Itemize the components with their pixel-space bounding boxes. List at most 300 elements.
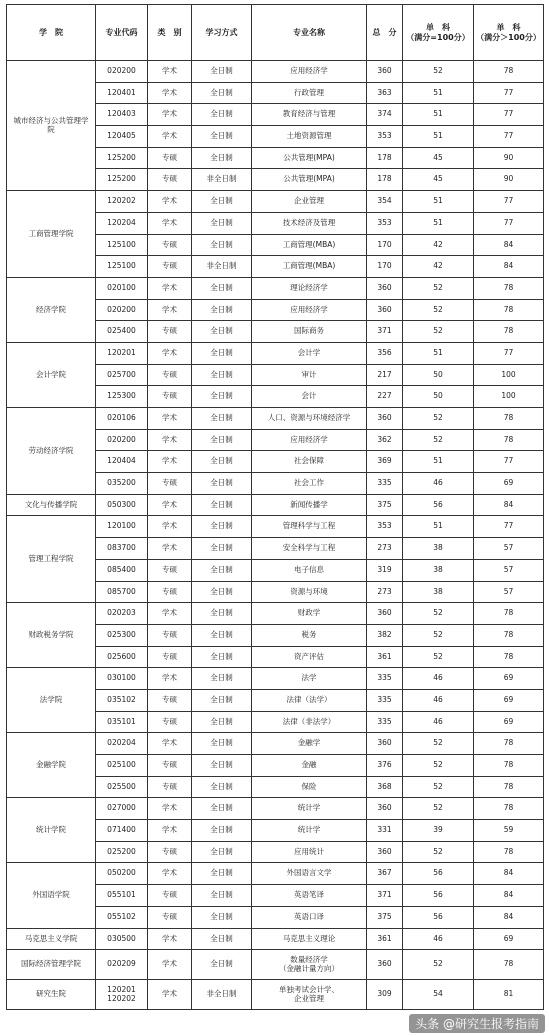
table-cell: 学术 — [148, 126, 192, 148]
table-body — [7, 61, 544, 1010]
table-cell: 全日制 — [192, 299, 252, 321]
table-cell: 353 — [367, 126, 403, 148]
table-cell: 360 — [367, 299, 403, 321]
table-cell: 78 — [474, 299, 544, 321]
table-cell: 84 — [474, 234, 544, 256]
table-row — [7, 798, 544, 820]
table-cell: 全日制 — [192, 234, 252, 256]
table-cell: 120204 — [96, 212, 148, 234]
table-cell: 52 — [403, 776, 474, 798]
table-cell: 361 — [367, 928, 403, 950]
table-cell: 331 — [367, 820, 403, 842]
table-cell: 全日制 — [192, 451, 252, 473]
table-cell: 52 — [403, 321, 474, 343]
table-cell: 专硕 — [148, 689, 192, 711]
header-row — [7, 5, 544, 61]
table-cell: 273 — [367, 538, 403, 560]
table-cell: 335 — [367, 689, 403, 711]
table-cell: 84 — [474, 494, 544, 516]
table-cell: 非全日制 — [192, 169, 252, 191]
table-cell: 84 — [474, 906, 544, 928]
table-cell: 45 — [403, 147, 474, 169]
table-cell: 025400 — [96, 321, 148, 343]
table-cell: 050300 — [96, 494, 148, 516]
table-cell: 全日制 — [192, 711, 252, 733]
table-cell: 59 — [474, 820, 544, 842]
table-cell: 39 — [403, 820, 474, 842]
table-cell: 125100 — [96, 256, 148, 278]
college-cell: 统计学院 — [7, 798, 96, 863]
table-cell: 90 — [474, 169, 544, 191]
table-cell: 360 — [367, 950, 403, 980]
college-cell: 经济学院 — [7, 277, 96, 342]
table-cell: 全日制 — [192, 624, 252, 646]
table-cell: 全日制 — [192, 733, 252, 755]
table-cell: 工商管理(MBA) — [252, 256, 367, 278]
table-cell: 78 — [474, 776, 544, 798]
table-cell: 专硕 — [148, 646, 192, 668]
table-cell: 371 — [367, 885, 403, 907]
table-cell: 360 — [367, 61, 403, 83]
table-cell: 085400 — [96, 559, 148, 581]
column-header: 单 科 （满分=100分） — [403, 5, 474, 61]
table-cell: 020204 — [96, 733, 148, 755]
table-cell: 69 — [474, 711, 544, 733]
table-cell: 025500 — [96, 776, 148, 798]
table-cell: 371 — [367, 321, 403, 343]
table-cell: 367 — [367, 863, 403, 885]
table-cell: 69 — [474, 668, 544, 690]
table-cell: 100 — [474, 364, 544, 386]
table-cell: 会计学 — [252, 342, 367, 364]
table-cell: 审计 — [252, 364, 367, 386]
table-cell: 学术 — [148, 408, 192, 430]
table-cell: 学术 — [148, 494, 192, 516]
table-cell: 78 — [474, 603, 544, 625]
college-cell: 研究生院 — [7, 980, 96, 1010]
table-cell: 78 — [474, 321, 544, 343]
column-header: 学习方式 — [192, 5, 252, 61]
table-cell: 319 — [367, 559, 403, 581]
table-cell: 055102 — [96, 906, 148, 928]
table-row — [7, 408, 544, 430]
table-cell: 360 — [367, 408, 403, 430]
table-cell: 90 — [474, 147, 544, 169]
table-cell: 78 — [474, 950, 544, 980]
column-header: 学 院 — [7, 5, 96, 61]
table-cell: 全日制 — [192, 408, 252, 430]
table-row — [7, 277, 544, 299]
table-cell: 69 — [474, 473, 544, 495]
table-cell: 人口、资源与环境经济学 — [252, 408, 367, 430]
table-cell: 020200 — [96, 429, 148, 451]
table-cell: 52 — [403, 755, 474, 777]
table-cell: 025200 — [96, 841, 148, 863]
table-cell: 178 — [367, 169, 403, 191]
table-cell: 英语笔译 — [252, 885, 367, 907]
table-cell: 应用经济学 — [252, 299, 367, 321]
table-cell: 77 — [474, 342, 544, 364]
table-cell: 57 — [474, 581, 544, 603]
table-cell: 工商管理(MBA) — [252, 234, 367, 256]
table-cell: 企业管理 — [252, 191, 367, 213]
table-cell: 法学 — [252, 668, 367, 690]
table-cell: 78 — [474, 408, 544, 430]
table-cell: 353 — [367, 212, 403, 234]
table-cell: 学术 — [148, 950, 192, 980]
table-cell: 技术经济及管理 — [252, 212, 367, 234]
table-cell: 020100 — [96, 277, 148, 299]
table-cell: 085700 — [96, 581, 148, 603]
table-cell: 全日制 — [192, 126, 252, 148]
table-cell: 54 — [403, 980, 474, 1010]
table-cell: 全日制 — [192, 61, 252, 83]
table-cell: 77 — [474, 212, 544, 234]
table-cell: 学术 — [148, 538, 192, 560]
table-cell: 035101 — [96, 711, 148, 733]
table-cell: 52 — [403, 299, 474, 321]
table-cell: 全日制 — [192, 950, 252, 980]
table-cell: 020203 — [96, 603, 148, 625]
table-cell: 51 — [403, 104, 474, 126]
table-cell: 资产评估 — [252, 646, 367, 668]
table-cell: 全日制 — [192, 277, 252, 299]
table-cell: 全日制 — [192, 776, 252, 798]
table-cell: 81 — [474, 980, 544, 1010]
table-cell: 035102 — [96, 689, 148, 711]
table-cell: 50 — [403, 364, 474, 386]
table-cell: 77 — [474, 191, 544, 213]
table-cell: 45 — [403, 169, 474, 191]
table-cell: 管理科学与工程 — [252, 516, 367, 538]
table-cell: 78 — [474, 429, 544, 451]
table-cell: 全日制 — [192, 82, 252, 104]
table-cell: 42 — [403, 234, 474, 256]
table-cell: 专硕 — [148, 841, 192, 863]
table-cell: 马克思主义理论 — [252, 928, 367, 950]
column-header: 类 别 — [148, 5, 192, 61]
table-cell: 69 — [474, 928, 544, 950]
table-cell: 英语口译 — [252, 906, 367, 928]
table-cell: 学术 — [148, 61, 192, 83]
table-cell: 125100 — [96, 234, 148, 256]
table-cell: 全日制 — [192, 885, 252, 907]
table-cell: 专硕 — [148, 147, 192, 169]
table-cell: 77 — [474, 516, 544, 538]
table-cell: 专硕 — [148, 256, 192, 278]
column-header: 总 分 — [367, 5, 403, 61]
table-cell: 全日制 — [192, 928, 252, 950]
table-cell: 027000 — [96, 798, 148, 820]
table-cell: 50 — [403, 386, 474, 408]
table-cell: 360 — [367, 841, 403, 863]
table-cell: 125300 — [96, 386, 148, 408]
table-cell: 专硕 — [148, 624, 192, 646]
table-cell: 374 — [367, 104, 403, 126]
college-cell: 国际经济管理学院 — [7, 950, 96, 980]
table-cell: 025300 — [96, 624, 148, 646]
table-cell: 51 — [403, 191, 474, 213]
table-cell: 52 — [403, 277, 474, 299]
table-row — [7, 950, 544, 980]
table-cell: 52 — [403, 733, 474, 755]
table-cell: 全日制 — [192, 559, 252, 581]
table-cell: 专硕 — [148, 906, 192, 928]
table-cell: 专硕 — [148, 559, 192, 581]
table-cell: 020200 — [96, 299, 148, 321]
table-cell: 38 — [403, 581, 474, 603]
table-cell: 行政管理 — [252, 82, 367, 104]
table-cell: 学术 — [148, 82, 192, 104]
table-cell: 120405 — [96, 126, 148, 148]
table-cell: 69 — [474, 689, 544, 711]
table-cell: 120201 — [96, 342, 148, 364]
table-cell: 84 — [474, 863, 544, 885]
table-cell: 42 — [403, 256, 474, 278]
table-cell: 全日制 — [192, 321, 252, 343]
table-cell: 统计学 — [252, 798, 367, 820]
table-cell: 单独考试会计学、 企业管理 — [252, 980, 367, 1010]
table-cell: 应用经济学 — [252, 61, 367, 83]
table-cell: 84 — [474, 885, 544, 907]
score-table — [6, 4, 544, 1010]
table-cell: 020200 — [96, 61, 148, 83]
college-cell: 财政税务学院 — [7, 603, 96, 668]
table-cell: 100 — [474, 386, 544, 408]
table-cell: 309 — [367, 980, 403, 1010]
table-cell: 学术 — [148, 104, 192, 126]
table-cell: 020209 — [96, 950, 148, 980]
table-cell: 全日制 — [192, 386, 252, 408]
table-cell: 全日制 — [192, 798, 252, 820]
table-cell: 学术 — [148, 516, 192, 538]
table-cell: 78 — [474, 798, 544, 820]
table-cell: 专硕 — [148, 711, 192, 733]
table-cell: 理论经济学 — [252, 277, 367, 299]
table-cell: 应用经济学 — [252, 429, 367, 451]
table-cell: 财政学 — [252, 603, 367, 625]
table-cell: 非全日制 — [192, 980, 252, 1010]
table-cell: 083700 — [96, 538, 148, 560]
table-cell: 新闻传播学 — [252, 494, 367, 516]
table-cell: 356 — [367, 342, 403, 364]
table-cell: 全日制 — [192, 668, 252, 690]
table-cell: 社会工作 — [252, 473, 367, 495]
college-cell: 工商管理学院 — [7, 191, 96, 278]
table-cell: 46 — [403, 473, 474, 495]
college-cell: 城市经济与公共管理学院 — [7, 61, 96, 191]
table-cell: 030500 — [96, 928, 148, 950]
table-cell: 外国语言文学 — [252, 863, 367, 885]
table-row — [7, 603, 544, 625]
table-cell: 全日制 — [192, 906, 252, 928]
table-cell: 学术 — [148, 733, 192, 755]
table-cell: 354 — [367, 191, 403, 213]
table-cell: 120401 — [96, 82, 148, 104]
table-cell: 社会保障 — [252, 451, 367, 473]
table-cell: 全日制 — [192, 212, 252, 234]
table-cell: 56 — [403, 494, 474, 516]
table-cell: 375 — [367, 494, 403, 516]
table-cell: 全日制 — [192, 429, 252, 451]
table-cell: 专硕 — [148, 169, 192, 191]
table-cell: 120404 — [96, 451, 148, 473]
college-cell: 外国语学院 — [7, 863, 96, 928]
college-cell: 会计学院 — [7, 342, 96, 407]
table-cell: 金融 — [252, 755, 367, 777]
table-cell: 227 — [367, 386, 403, 408]
table-cell: 382 — [367, 624, 403, 646]
table-cell: 学术 — [148, 603, 192, 625]
table-cell: 电子信息 — [252, 559, 367, 581]
column-header: 专业名称 — [252, 5, 367, 61]
table-cell: 51 — [403, 451, 474, 473]
table-cell: 全日制 — [192, 147, 252, 169]
table-cell: 78 — [474, 841, 544, 863]
table-cell: 全日制 — [192, 473, 252, 495]
college-cell: 劳动经济学院 — [7, 408, 96, 495]
table-cell: 全日制 — [192, 820, 252, 842]
table-cell: 学术 — [148, 863, 192, 885]
table-cell: 46 — [403, 689, 474, 711]
table-row — [7, 928, 544, 950]
table-cell: 170 — [367, 256, 403, 278]
college-cell: 文化与传播学院 — [7, 494, 96, 516]
table-cell: 56 — [403, 906, 474, 928]
table-cell: 52 — [403, 646, 474, 668]
table-cell: 全日制 — [192, 646, 252, 668]
table-cell: 51 — [403, 82, 474, 104]
table-cell: 178 — [367, 147, 403, 169]
table-row — [7, 342, 544, 364]
table-cell: 362 — [367, 429, 403, 451]
table-cell: 46 — [403, 711, 474, 733]
table-cell: 335 — [367, 668, 403, 690]
watermark: 头条 @研究生报考指南 — [409, 1014, 545, 1033]
table-cell: 52 — [403, 408, 474, 430]
table-cell: 120403 — [96, 104, 148, 126]
table-cell: 学术 — [148, 798, 192, 820]
table-cell: 统计学 — [252, 820, 367, 842]
table-cell: 专硕 — [148, 473, 192, 495]
table-cell: 51 — [403, 516, 474, 538]
table-cell: 法律（法学） — [252, 689, 367, 711]
table-cell: 52 — [403, 841, 474, 863]
table-cell: 56 — [403, 863, 474, 885]
table-cell: 52 — [403, 429, 474, 451]
table-cell: 361 — [367, 646, 403, 668]
table-cell: 360 — [367, 798, 403, 820]
table-row — [7, 733, 544, 755]
table-cell: 数量经济学 （金融计量方向） — [252, 950, 367, 980]
table-cell: 78 — [474, 624, 544, 646]
table-cell: 51 — [403, 126, 474, 148]
table-cell: 368 — [367, 776, 403, 798]
table-cell: 78 — [474, 646, 544, 668]
table-cell: 120201 120202 — [96, 980, 148, 1010]
table-cell: 020106 — [96, 408, 148, 430]
table-cell: 金融学 — [252, 733, 367, 755]
table-cell: 025100 — [96, 755, 148, 777]
table-cell: 专硕 — [148, 776, 192, 798]
table-cell: 51 — [403, 212, 474, 234]
table-cell: 公共管理(MPA) — [252, 169, 367, 191]
table-cell: 360 — [367, 603, 403, 625]
table-cell: 学术 — [148, 451, 192, 473]
table-row — [7, 494, 544, 516]
table-cell: 学术 — [148, 299, 192, 321]
table-cell: 360 — [367, 277, 403, 299]
table-cell: 学术 — [148, 277, 192, 299]
table-cell: 非全日制 — [192, 256, 252, 278]
table-cell: 071400 — [96, 820, 148, 842]
table-cell: 57 — [474, 538, 544, 560]
table-row — [7, 61, 544, 83]
table-row — [7, 191, 544, 213]
table-cell: 170 — [367, 234, 403, 256]
column-header: 单 科 （满分＞100分） — [474, 5, 544, 61]
table-cell: 52 — [403, 603, 474, 625]
table-cell: 全日制 — [192, 538, 252, 560]
table-cell: 050200 — [96, 863, 148, 885]
table-cell: 资源与环境 — [252, 581, 367, 603]
table-cell: 376 — [367, 755, 403, 777]
table-cell: 专硕 — [148, 321, 192, 343]
table-cell: 335 — [367, 473, 403, 495]
table-cell: 全日制 — [192, 516, 252, 538]
table-cell: 360 — [367, 733, 403, 755]
table-cell: 77 — [474, 126, 544, 148]
table-cell: 125200 — [96, 147, 148, 169]
table-cell: 土地资源管理 — [252, 126, 367, 148]
table-cell: 专硕 — [148, 885, 192, 907]
table-cell: 学术 — [148, 668, 192, 690]
table-cell: 全日制 — [192, 841, 252, 863]
table-cell: 46 — [403, 668, 474, 690]
table-cell: 84 — [474, 256, 544, 278]
table-cell: 120202 — [96, 191, 148, 213]
table-cell: 公共管理(MPA) — [252, 147, 367, 169]
table-cell: 46 — [403, 928, 474, 950]
table-cell: 52 — [403, 624, 474, 646]
table-cell: 全日制 — [192, 863, 252, 885]
table-cell: 78 — [474, 755, 544, 777]
table-cell: 38 — [403, 559, 474, 581]
table-cell: 安全科学与工程 — [252, 538, 367, 560]
table-cell: 全日制 — [192, 581, 252, 603]
table-cell: 会计 — [252, 386, 367, 408]
table-cell: 全日制 — [192, 755, 252, 777]
table-row — [7, 668, 544, 690]
table-cell: 055101 — [96, 885, 148, 907]
table-cell: 专硕 — [148, 364, 192, 386]
table-cell: 全日制 — [192, 603, 252, 625]
college-cell: 马克思主义学院 — [7, 928, 96, 950]
table-cell: 77 — [474, 451, 544, 473]
table-cell: 52 — [403, 950, 474, 980]
table-row — [7, 980, 544, 1010]
table-cell: 217 — [367, 364, 403, 386]
table-cell: 全日制 — [192, 494, 252, 516]
table-cell: 全日制 — [192, 104, 252, 126]
table-cell: 专硕 — [148, 386, 192, 408]
table-cell: 030100 — [96, 668, 148, 690]
column-header: 专业代码 — [96, 5, 148, 61]
table-cell: 025700 — [96, 364, 148, 386]
table-cell: 法律（非法学） — [252, 711, 367, 733]
table-cell: 52 — [403, 798, 474, 820]
table-cell: 学术 — [148, 342, 192, 364]
